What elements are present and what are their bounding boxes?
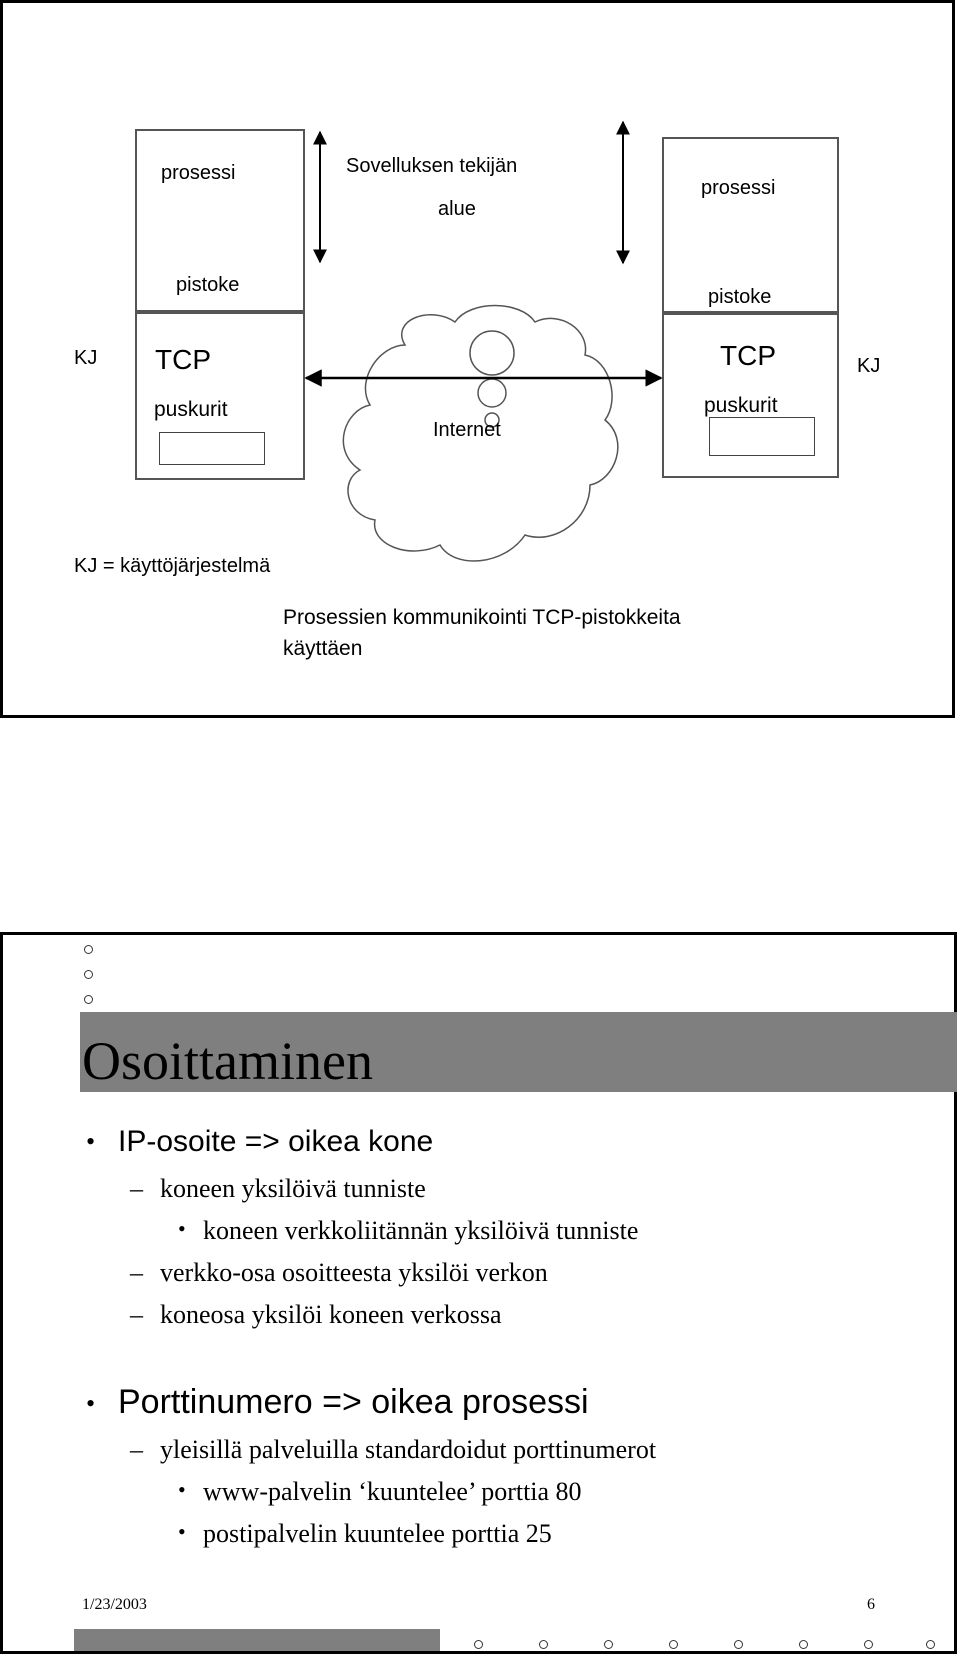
subsub-mail-port: postipalvelin kuuntelee porttia 25 xyxy=(203,1519,552,1548)
bullet-glyph: • xyxy=(86,1127,96,1156)
slide-date: 1/23/2003 xyxy=(82,1596,147,1613)
footer-ring-3 xyxy=(604,1640,613,1649)
footer-ring-4 xyxy=(669,1640,678,1649)
bullet-glyph: • xyxy=(86,1389,96,1418)
bullet-port-number: Porttinumero => oikea prosessi xyxy=(118,1383,589,1421)
internet-label: Internet xyxy=(433,419,501,441)
bullet-ip-address: IP-osoite => oikea kone xyxy=(118,1125,434,1158)
subsub-www-port: www-palvelin ‘kuuntelee’ porttia 80 xyxy=(203,1477,582,1506)
sub-host-part: koneosa yksilöi koneen verkossa xyxy=(160,1300,502,1329)
cloud-bubble-large xyxy=(470,331,514,375)
slide-title: Osoittaminen xyxy=(82,1031,373,1091)
subsub-interface-identifier: koneen verkkoliitännän yksilöivä tunniste xyxy=(203,1216,639,1245)
developer-area-label: Sovelluksen tekijän xyxy=(346,155,518,177)
right-process-label: prosessi xyxy=(701,177,776,199)
sub-machine-identifier: koneen yksilöivä tunniste xyxy=(160,1174,426,1203)
cloud-bubble-medium xyxy=(478,379,506,407)
footer-ring-8 xyxy=(926,1640,935,1649)
dash-glyph: – xyxy=(130,1300,143,1329)
footer-ring-5 xyxy=(734,1640,743,1649)
decor-ring-1 xyxy=(84,945,93,954)
legend-label: KJ = käyttöjärjestelmä xyxy=(74,555,271,577)
caption-line-1: Prosessien kommunikointi TCP-pistokkeita xyxy=(283,606,681,629)
right-socket-label: pistoke xyxy=(708,286,772,308)
footer-ring-2 xyxy=(539,1640,548,1649)
right-tcp-label: TCP xyxy=(720,340,776,371)
left-os-label: KJ xyxy=(74,347,98,369)
left-tcp-label: TCP xyxy=(155,344,211,375)
decor-ring-3 xyxy=(84,995,93,1004)
footer-ring-7 xyxy=(864,1640,873,1649)
footer-ring-1 xyxy=(474,1640,483,1649)
left-socket-label: pistoke xyxy=(176,274,240,296)
left-buffers-label: puskurit xyxy=(154,398,228,421)
sub-standard-ports: yleisillä palveluilla standardoidut porttinumerot xyxy=(160,1435,657,1464)
bullet-glyph: • xyxy=(178,1519,186,1544)
caption-line-2: käyttäen xyxy=(283,637,363,660)
footer-bar xyxy=(74,1629,440,1651)
dash-glyph: – xyxy=(130,1435,143,1464)
right-os-label: KJ xyxy=(857,355,881,377)
footer-ring-6 xyxy=(799,1640,808,1649)
developer-area-label-2: alue xyxy=(438,198,476,220)
left-process-label: prosessi xyxy=(161,162,236,184)
dash-glyph: – xyxy=(130,1174,143,1203)
dash-glyph: – xyxy=(130,1258,143,1287)
right-buffers-label: puskurit xyxy=(704,394,778,417)
sub-network-part: verkko-osa osoitteesta yksilöi verkon xyxy=(160,1258,548,1287)
slide-page-number: 6 xyxy=(867,1596,875,1613)
decor-ring-2 xyxy=(84,970,93,979)
bullet-glyph: • xyxy=(178,1216,186,1241)
bullet-glyph: • xyxy=(178,1477,186,1502)
